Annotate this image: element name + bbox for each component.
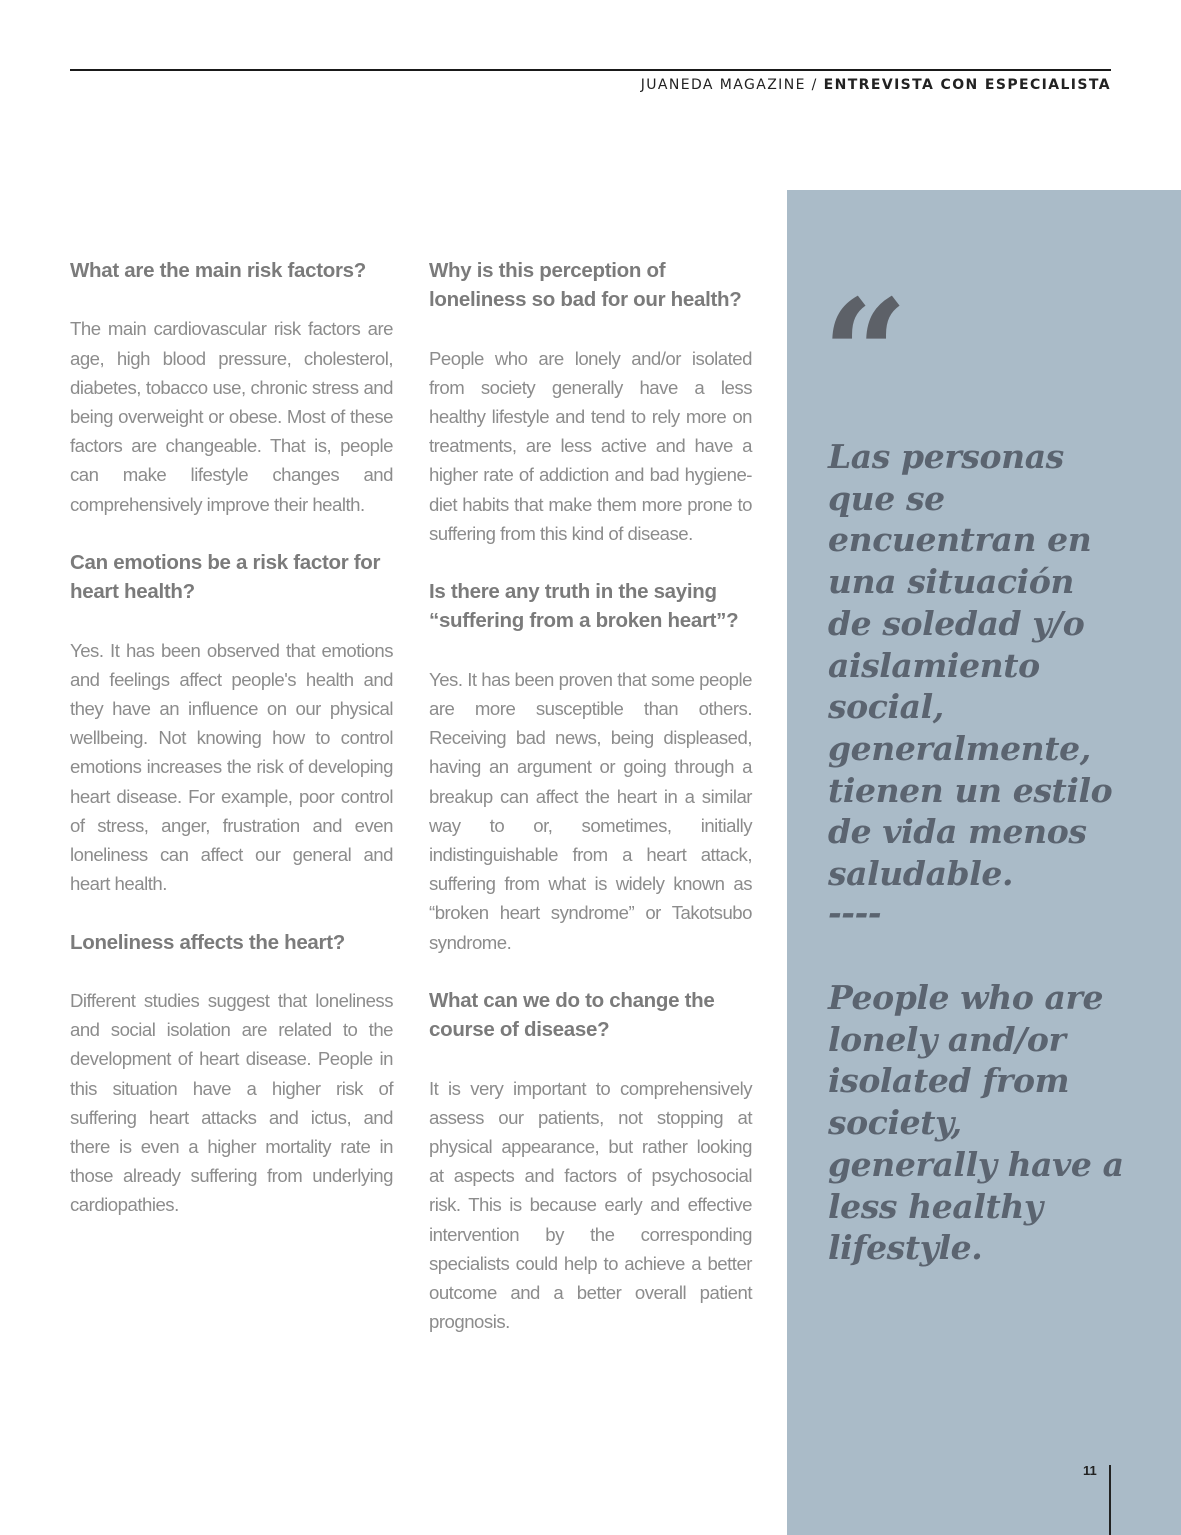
answer-paragraph: It is very important to comprehensively assess our patients, not stopping at physical appearance, but rather looking at aspects and factors of psychosocial risk. This is because early and effective intervention by the corresponding specialists could help to achieve a better outcome and a better overall patient prognosis. xyxy=(429,1077,752,1333)
pull-quote-spanish: Las personas que se encuentran en una situación de soledad y/o aislamiento social, generalmente, tienen un estilo de vida menos saludable. xyxy=(828,437,1113,894)
question-heading: Why is this perception of loneliness so bad for our health? xyxy=(429,259,742,312)
question-heading: What are the main risk factors? xyxy=(70,259,367,282)
section-name: ENTREVISTA CON ESPECIALISTA xyxy=(823,77,1111,93)
question-heading: Is there any truth in the saying “suffering from a broken heart”? xyxy=(429,580,739,633)
left-column xyxy=(70,256,393,1249)
header-separator: / xyxy=(805,77,824,93)
middle-column xyxy=(429,256,752,1366)
question-heading: Can emotions be a risk factor for heart health? xyxy=(70,551,381,604)
page-number: 11 xyxy=(1083,1463,1097,1478)
pull-quote-english: People who are lonely and/or isolated from society, generally have a less healthy lifestyle. xyxy=(828,978,1124,1268)
answer-paragraph: People who are lonely and/or isolated from society generally have a less healthy lifestyle and tend to rely more on treatments, are less active and have a higher rate of addiction and bad hygiene-diet habits that make them more prone to suffering from this kind of disease. xyxy=(429,347,752,544)
answer-paragraph: Yes. It has been proven that some people are more susceptible than others. Receiving bad news, being displeased, having an argument or going through a breakup can affect the heart in a similar way to or, sometimes, initially indistinguishable from a heart attack, suffering from what is widely known as “broken heart syndrome” or Takotsubo syndrome. xyxy=(429,668,752,953)
question-heading: Loneliness affects the heart? xyxy=(70,930,345,954)
running-header xyxy=(641,77,1111,93)
page-number-rule xyxy=(1109,1465,1111,1535)
answer-paragraph: Yes. It has been observed that emotions and feelings affect people's health and they have an influence on our physical wellbeing. Not knowing how to control emotions increases the risk of developing heart disease. For example, poor control of stress, anger, frustration and even loneliness can affect our general and heart health. xyxy=(70,639,393,895)
answer-paragraph: The main cardiovascular risk factors are age, high blood pressure, cholesterol, diabetes, tobacco use, chronic stress and being overweight or obese. Most of these factors are changeable. That is, people can make lifestyle changes and comprehensively improve their health. xyxy=(70,318,393,515)
pull-quote-separator: ---- xyxy=(828,893,882,932)
answer-paragraph: Different studies suggest that loneliness and social isolation are related to the development of heart disease. People in this situation have a higher risk of suffering heart attacks and ictus, and there is even a higher mortality rate in those already suffering from underlying cardiopathies. xyxy=(70,990,393,1216)
question-heading: What can we do to change the course of disease? xyxy=(429,989,715,1042)
header-rule xyxy=(70,69,1111,71)
magazine-name: JUANEDA MAGAZINE xyxy=(640,77,806,93)
quotation-mark-icon: “ xyxy=(822,267,909,443)
